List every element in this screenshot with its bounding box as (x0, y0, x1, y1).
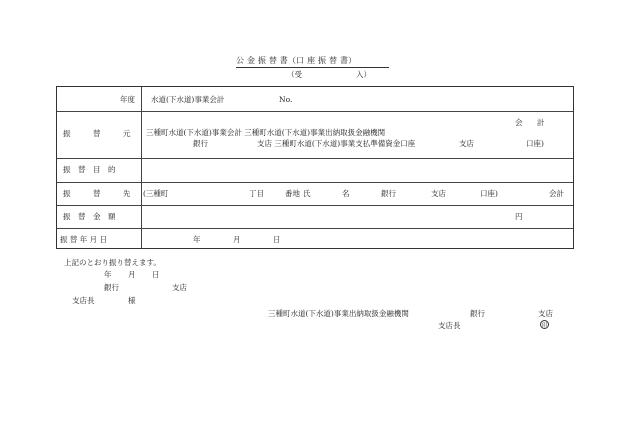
date-year: 年 (193, 235, 201, 244)
footer-branch-2: 支店 (538, 309, 553, 318)
fiscal-year-label: 年度 (120, 95, 135, 104)
dest-bank: 銀行 (381, 189, 396, 198)
seal-mark-icon: 印 (540, 320, 549, 329)
footer-bank-2: 銀行 (470, 309, 485, 318)
dest-account: 口座) (480, 189, 498, 198)
date-day: 日 (273, 235, 281, 244)
dest-town: (三種町 (143, 189, 169, 198)
date-month: 月 (233, 235, 241, 244)
source-line-2: 支店 三種町水道(下水道)事業支払準備資金口座 (257, 139, 416, 148)
label-column-divider (141, 87, 142, 248)
footer-manager-2: 支店長 (438, 321, 461, 330)
dest-kaikei: 会計 (549, 189, 564, 198)
source-kaikei-2: 計 (537, 118, 545, 127)
destination-label: 振 替 先 (63, 189, 131, 198)
row-divider (57, 205, 573, 206)
footer-bank: 銀行 (104, 283, 119, 292)
footer-branch: 支店 (172, 283, 187, 292)
footer-sama: 様 (128, 296, 136, 305)
row-divider (57, 182, 573, 183)
transfer-form-table (56, 86, 574, 249)
dest-branch: 支店 (431, 189, 446, 198)
source-kaikei-1: 会 (515, 118, 523, 127)
number-label: No. (279, 95, 293, 104)
account-name: 水道(下水道)事業会計 (151, 95, 225, 104)
footer-note: 上記のとおり振り替えます。 (64, 258, 161, 267)
purpose-label: 振 替 目 的 (63, 165, 116, 174)
date-label: 振 替 年 月 日 (60, 235, 108, 244)
dest-chome: 丁目 (249, 189, 264, 198)
footer-day: 日 (152, 270, 160, 279)
row-divider (57, 111, 573, 112)
dest-banchi: 番地 (285, 189, 300, 198)
footer-year: 年 (104, 270, 112, 279)
footer-institution: 三種町水道(下水道)事業出納取扱金融機関 (268, 309, 409, 318)
footer-manager: 支店長 (72, 296, 95, 305)
subtitle-close: 入） (356, 70, 371, 79)
amount-unit: 円 (515, 212, 523, 221)
dest-shi: 氏 (303, 189, 311, 198)
source-label: 振 替 元 (63, 129, 131, 138)
amount-label: 振 替 金 額 (63, 212, 116, 221)
source-branch-2: 支店 (459, 139, 474, 148)
form-title: 公 金 振 替 書（口 座 振 替 書） (236, 56, 357, 65)
subtitle-open: （受 (287, 70, 302, 79)
row-divider (57, 158, 573, 159)
source-account: 口座) (526, 139, 544, 148)
row-divider (57, 228, 573, 229)
title-underline (236, 67, 389, 68)
footer-month: 月 (128, 270, 136, 279)
source-bank: 銀行 (193, 139, 208, 148)
dest-mei: 名 (342, 189, 350, 198)
source-line-1: 三種町水道(下水道)事業会計 三種町水道(下水道)事業出納取扱金融機関 (146, 128, 386, 137)
